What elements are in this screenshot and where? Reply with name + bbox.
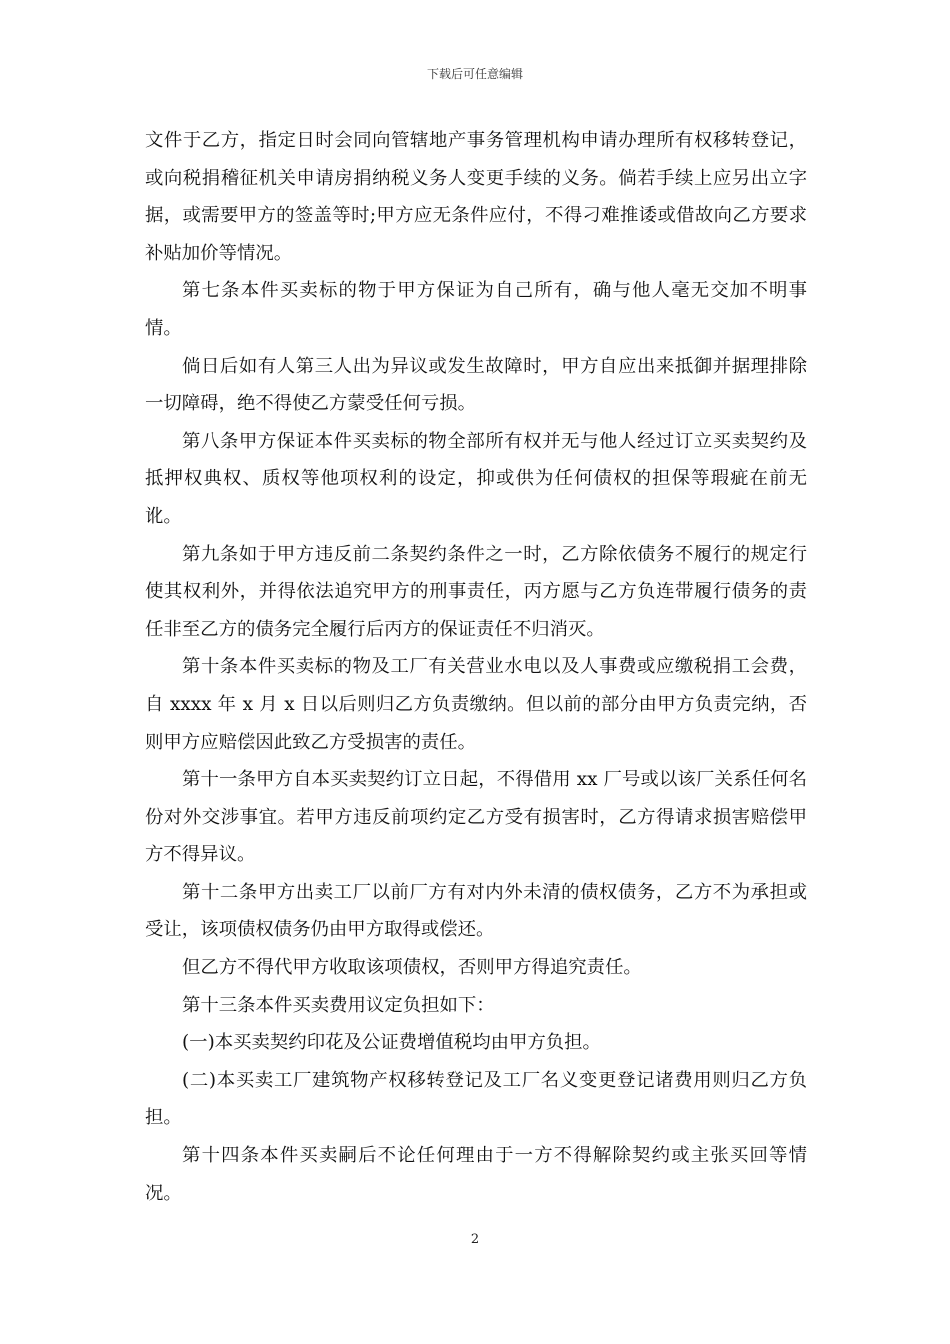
paragraph-article-8: 第八条甲方保证本件买卖标的物全部所有权并无与他人经过订立买卖契约及抵押权典权、质权等他项权利的设定，抑或供为任何债权的担保等瑕疵在前无讹。: [145, 430, 807, 527]
paragraph-article-13-item-2: (二)本买卖工厂建筑物产权移转登记及工厂名义变更登记诸费用则归乙方负担。: [145, 1069, 807, 1129]
paragraph-continuation: 文件于乙方，指定日时会同向管辖地产事务管理机构申请办理所有权移转登记，或向税捐稽征机关申请房捐纳税义务人变更手续的义务。倘若手续上应另出立字据，或需要甲方的签盖等时;甲方应无条件应付，不得刁难推诿或借故向乙方要求补贴加价等情况。: [145, 130, 807, 264]
paragraph-article-12-followup: 但乙方不得代甲方收取该项债权，否则甲方得追究责任。: [182, 957, 642, 979]
paragraph-article-13-item-1: (一)本买卖契约印花及公证费增值税均由甲方负担。: [182, 1032, 601, 1054]
paragraph-article-10: 第十条本件买卖标的物及工厂有关营业水电以及人事费或应缴税捐工会费，自 xxxx 年 x 月 x 日以后则归乙方负责缴纳。但以前的部分由甲方负责完纳，否则甲方应赔偿因此致乙方受损害的责任。: [145, 656, 807, 753]
paragraph-article-14: 第十四条本件买卖嗣后不论任何理由于一方不得解除契约或主张买回等情况。: [145, 1145, 807, 1204]
page-header: 下载后可任意编辑: [426, 67, 523, 81]
paragraph-article-9: 第九条如于甲方违反前二条契约条件之一时，乙方除依债务不履行的规定行使其权利外，并得依法追究甲方的刑事责任，丙方愿与乙方负连带履行债务的责任非至乙方的债务完全履行后丙方的保证责任不归消灭。: [145, 543, 807, 640]
paragraph-article-13: 第十三条本件买卖费用议定负担如下：: [182, 994, 495, 1016]
paragraph-article-11: 第十一条甲方自本买卖契约订立日起，不得借用 xx 厂号或以该厂关系任何名份对外交涉事宜。若甲方违反前项约定乙方受有损害时，乙方得请求损害赔偿甲方不得异议。: [145, 769, 807, 866]
page-number: 2: [470, 1232, 480, 1247]
paragraph-article-7: 第七条本件买卖标的物于甲方保证为自己所有，确与他人毫无交加不明事情。: [145, 280, 807, 339]
document-body: [145, 122, 807, 1212]
paragraph-article-7-followup: 倘日后如有人第三人出为异议或发生故障时，甲方自应出来抵御并据理排除一切障碍，绝不得使乙方蒙受任何亏损。: [145, 355, 807, 415]
paragraph-article-12: 第十二条甲方出卖工厂以前厂方有对内外未清的债权债务，乙方不为承担或受让，该项债权债务仍由甲方取得或偿还。: [145, 881, 807, 941]
